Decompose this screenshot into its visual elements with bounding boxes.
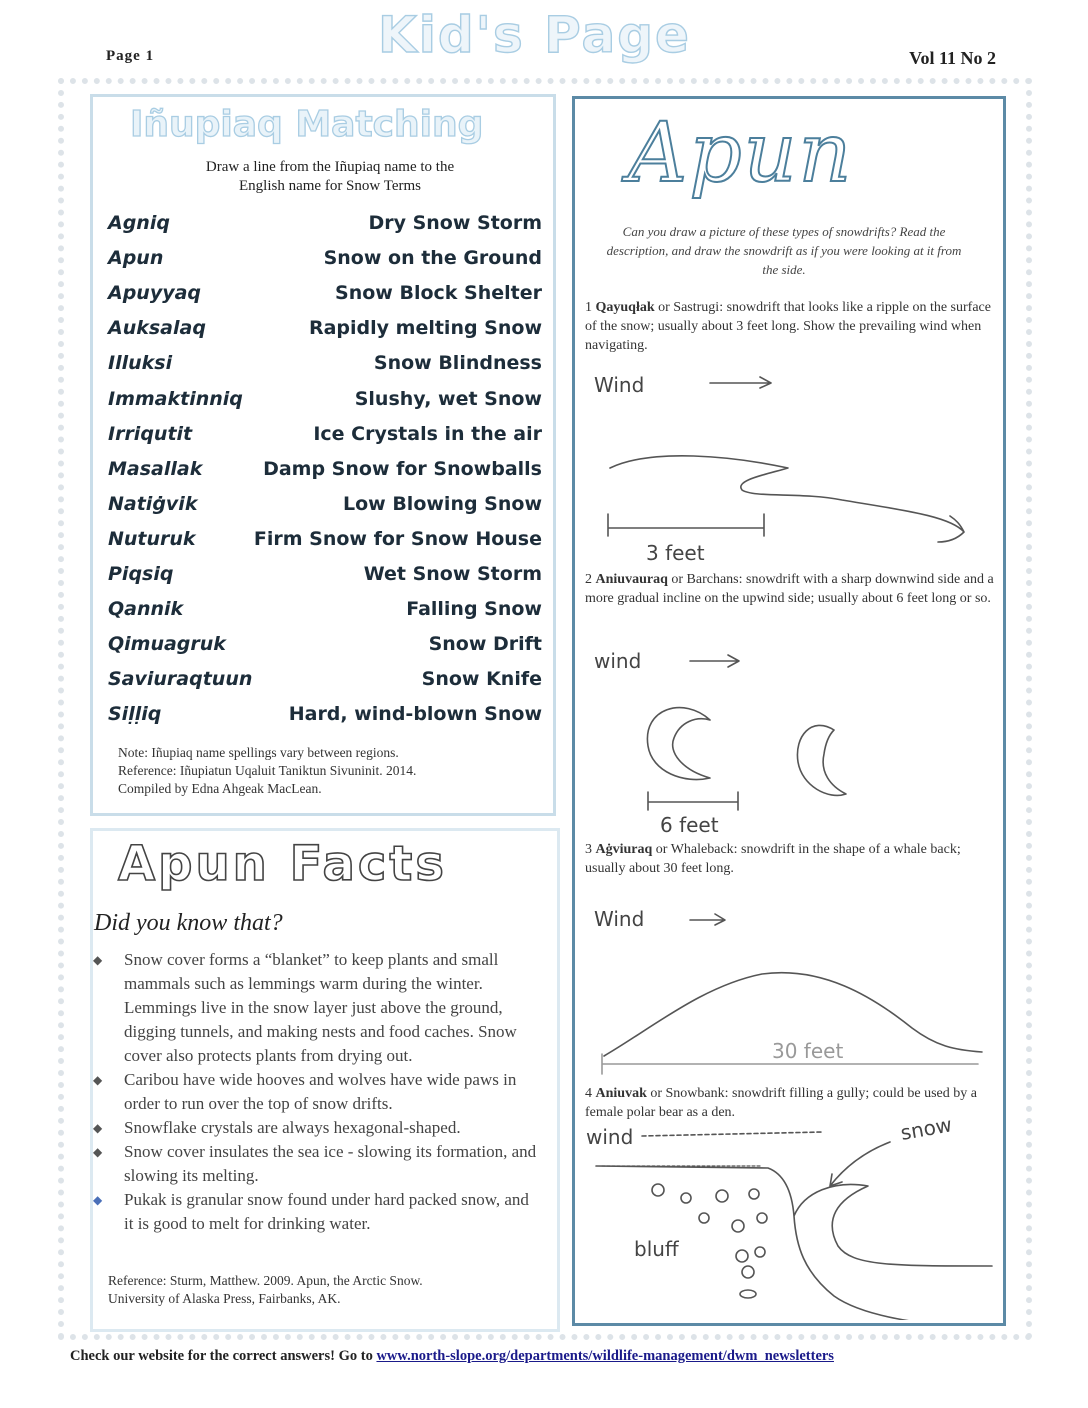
inupiaq-term: Apuyyaq (108, 282, 202, 305)
hand-feet-1: 3 feet (646, 541, 705, 565)
instructions-line-2: English name for Snow Terms (239, 178, 421, 194)
volume-label: Vol 11 No 2 (909, 48, 996, 68)
ripple-drift-sketch (610, 456, 964, 542)
snow-arrow-icon (830, 1142, 890, 1186)
page-number: Page 1 (106, 48, 155, 64)
diamond-bullet-icon: ◆ (93, 1073, 103, 1087)
facts-list (90, 948, 542, 1236)
note-line: Note: Iñupiaq name spellings vary between regions. (118, 745, 399, 760)
rock-shape (681, 1193, 691, 1203)
facts-subtitle: Did you know that? (94, 910, 283, 936)
inupiaq-term: Qannik (108, 598, 184, 621)
inupiaq-term: Immaktinniq (108, 387, 243, 410)
facts-reference-line-1: Reference: Sturm, Matthew. 2009. Apun, the Arctic Snow. (108, 1273, 423, 1288)
apun-intro: Can you draw a picture of these types of snowdrifts? Read the description, and draw the snowdrift as if you were looking at it from the side. (606, 224, 962, 277)
english-term: Falling Snow (406, 598, 542, 621)
drift-4-text: or Snowbank: snowdrift filling a gully; could be used by a female polar bear as a den. (585, 1086, 977, 1120)
drift-sketches (572, 96, 1000, 1320)
drift-3-num: 3 (585, 842, 592, 857)
fact-item (90, 1188, 542, 1236)
matching-title: Iñupiaq Matching (130, 104, 484, 145)
hand-bluff: bluff (634, 1237, 679, 1261)
inupiaq-term: Saviuraqtuun (108, 668, 253, 691)
rock-shape (716, 1190, 728, 1202)
english-term: Rapidly melting Snow (308, 317, 542, 340)
footer-link[interactable]: www.north-slope.org/departments/wildlife-management/dwm_newsletters (376, 1348, 834, 1364)
inupiaq-term: Agniq (108, 212, 170, 234)
drift-2-text: or Barchans: snowdrift with a sharp downwind side and a more gradual incline on the upwind side; usually about 6 feet long or so. (585, 572, 994, 606)
rock-shape (749, 1189, 759, 1199)
inupiaq-term: Irriqutit (108, 422, 193, 445)
barchan-1-sketch (647, 708, 710, 780)
rock-shape (755, 1247, 765, 1257)
facts-reference (108, 1272, 423, 1308)
english-term: Hard, wind-blown Snow (288, 703, 542, 726)
barchan-2-sketch (797, 725, 846, 795)
rock-shape (740, 1290, 756, 1298)
drift-4-num: 4 (585, 1086, 592, 1101)
fact-text: Snow cover insulates the sea ice - slowing its formation, and slowing its melting. (124, 1142, 537, 1185)
english-term: Low Blowing Snow (343, 492, 542, 515)
wind-line-icon (642, 1132, 822, 1136)
drift-1-name: Qayuqłak (595, 300, 655, 315)
fact-item (90, 1068, 542, 1116)
english-term: Snow Blindness (373, 352, 542, 375)
drift-3-text: or Whaleback: snowdrift in the shape of a whale back; usually about 30 feet long. (585, 842, 961, 876)
instructions-line-1: Draw a line from the Iñupiaq name to the (205, 159, 455, 175)
footer (70, 1348, 834, 1365)
inupiaq-term: Masallak (108, 457, 203, 480)
diamond-bullet-icon: ◆ (93, 1145, 103, 1159)
english-term: Snow Knife (421, 668, 542, 691)
inupiaq-term: Piqsiq (108, 563, 174, 585)
inupiaq-term: Auksalaq (108, 317, 206, 340)
rock-shape (699, 1213, 709, 1223)
page-title: Kid's Page (378, 6, 691, 64)
compiled-line: Compiled by Edna Ahgeak MacLean. (118, 781, 322, 796)
english-term: Snow Block Shelter (335, 282, 542, 305)
drift-2-name: Aniuvauraq (595, 572, 668, 587)
drift-3-name: Aġviuraq (595, 842, 653, 857)
footer-text: Check our website for the correct answers! Go to (70, 1348, 377, 1364)
diamond-bullet-icon: ◆ (93, 1121, 103, 1135)
facts-reference-line-2: University of Alaska Press, Fairbanks, AK. (108, 1291, 341, 1306)
diamond-bullet-icon: ◆ (93, 953, 103, 967)
rock-shape (732, 1220, 744, 1232)
hand-feet-3: 30 feet (772, 1039, 844, 1063)
english-term: Damp Snow for Snowballs (263, 457, 542, 480)
fact-item (90, 948, 542, 1068)
english-term: Snow on the Ground (323, 247, 542, 270)
wind-arrow-2-icon (690, 655, 739, 667)
rock-shape (652, 1184, 664, 1196)
english-term: Firm Snow for Snow House (253, 527, 542, 550)
inupiaq-term: Nuturuk (108, 527, 196, 550)
facts-title: Apun Facts (118, 836, 447, 892)
inupiaq-term: Qimuagruk (108, 633, 226, 656)
english-term: Wet Snow Storm (363, 563, 542, 585)
english-term: Slushy, wet Snow (354, 387, 542, 410)
drift-2-num: 2 (585, 572, 592, 587)
matching-note (118, 744, 416, 798)
scale-bar-2 (648, 792, 738, 810)
hand-wind-4: wind (586, 1125, 634, 1149)
hand-snow: snow (898, 1112, 954, 1145)
english-term: Snow Drift (428, 633, 542, 656)
fact-text: Snowflake crystals are always hexagonal-shaped. (124, 1118, 461, 1137)
inupiaq-term: Apun (108, 247, 164, 270)
wind-arrow-3-icon (690, 914, 725, 925)
english-term: Dry Snow Storm (368, 212, 542, 234)
wind-arrow-1-icon (710, 377, 771, 388)
hand-wind-1: Wind (594, 373, 645, 397)
scale-bar-1 (608, 514, 764, 536)
inupiaq-term: Illuksi (108, 352, 173, 375)
rock-shape (736, 1250, 748, 1262)
fact-item (90, 1140, 542, 1188)
diamond-bullet-icon: ◆ (93, 1193, 103, 1207)
hand-wind-2: wind (594, 649, 642, 673)
matching-instructions (150, 158, 510, 196)
english-term: Ice Crystals in the air (313, 422, 542, 445)
inupiaq-term: Natiġvik (108, 492, 198, 515)
fact-item (90, 1116, 542, 1140)
drift-1-text: or Sastrugi: snowdrift that looks like a ripple on the surface of the snow; usually about 3 feet long. Show the prevailing wind when navigating. (585, 300, 991, 353)
fact-text: Pukak is granular snow found under hard packed snow, and it is good to melt for drinking water. (124, 1190, 529, 1233)
apun-title: Apun (628, 106, 854, 201)
inupiaq-term: Siḷḷiq (108, 703, 162, 726)
hand-feet-2: 6 feet (660, 813, 719, 837)
hand-wind-3: Wind (594, 907, 645, 931)
fact-text: Caribou have wide hooves and wolves have wide paws in order to run over the top of snow drifts. (124, 1070, 517, 1113)
rock-shape (757, 1213, 767, 1223)
fact-text: Snow cover forms a “blanket” to keep plants and small mammals such as lemmings warm during the winter. Lemmings live in the snow layer just above the ground, digging tunnels, and making nests and food caches. Snow cover also protects plants from drying out. (124, 950, 517, 1065)
rock-shape (742, 1266, 754, 1278)
drift-1-num: 1 (585, 300, 592, 315)
drift-4-name: Aniuvak (595, 1086, 647, 1101)
reference-line: Reference: Iñupiatun Uqaluit Taniktun Sivuninit. 2014. (118, 763, 417, 778)
